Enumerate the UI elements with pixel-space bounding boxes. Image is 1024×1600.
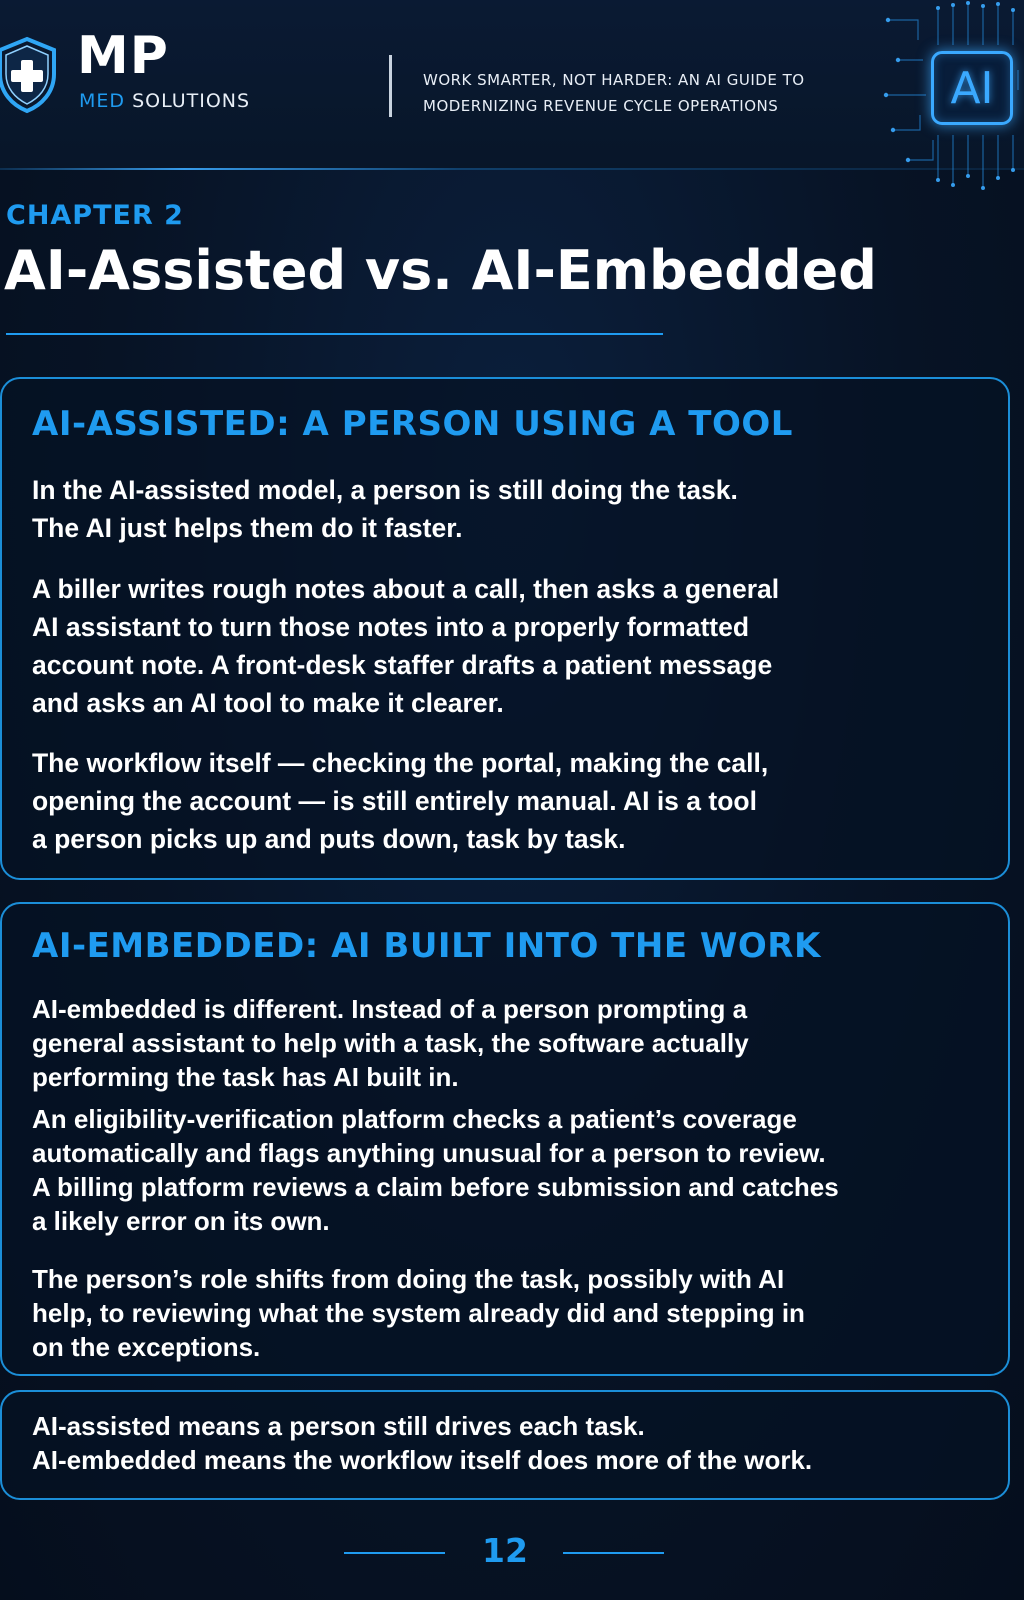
section-paragraph — [32, 744, 992, 858]
section-paragraph — [32, 992, 992, 1094]
paragraph-line: A biller writes rough notes about a call, then asks a general — [32, 574, 780, 604]
page-header — [0, 0, 1024, 170]
guide-title: WORK SMARTER, NOT HARDER: AN AI GUIDE TO MODERNIZING REVENUE CYCLE OPERATIONS — [423, 71, 805, 115]
section-paragraph — [32, 570, 992, 722]
section-heading: AI-ASSISTED: A PERSON USING A TOOL — [32, 404, 793, 444]
paragraph-line: The person’s role shifts from doing the task, possibly with AI — [32, 1264, 785, 1294]
header-glow-rule — [0, 168, 1024, 170]
paragraph-line: account note. A front-desk staffer drafts a patient message — [32, 650, 773, 680]
paragraph-line: AI assistant to turn those notes into a properly formatted — [32, 612, 750, 642]
ai-chip-badge: AI — [931, 51, 1013, 125]
summary-callout — [0, 1390, 1010, 1500]
paragraph-line: The AI just helps them do it faster. — [32, 513, 463, 543]
section-paragraph — [32, 471, 992, 547]
brand-subtitle-accent: MED — [79, 90, 126, 112]
paragraph-line: In the AI-assisted model, a person is still doing the task. — [32, 475, 738, 505]
brand-subtitle-rest: SOLUTIONS — [132, 90, 251, 112]
page-number: 12 — [482, 1531, 528, 1570]
paragraph-line: AI-embedded is different. Instead of a person prompting a — [32, 994, 748, 1024]
paragraph-line: opening the account — is still entirely manual. AI is a tool — [32, 786, 757, 816]
paragraph-line: An eligibility-verification platform checks a patient’s coverage — [32, 1104, 797, 1134]
paragraph-line: a likely error on its own. — [32, 1206, 330, 1236]
summary-text — [32, 1409, 992, 1477]
medical-shield-cross-icon — [0, 36, 58, 114]
brand-subtitle — [79, 92, 250, 111]
section-heading: AI-EMBEDDED: AI BUILT INTO THE WORK — [32, 926, 821, 966]
paragraph-line: A billing platform reviews a claim before submission and catches — [32, 1172, 839, 1202]
section-paragraph — [32, 1262, 992, 1364]
summary-line: AI-embedded means the workflow itself does more of the work. — [32, 1445, 813, 1475]
paragraph-line: on the exceptions. — [32, 1332, 261, 1362]
ai-embedded-section — [0, 902, 1010, 1376]
section-paragraph — [32, 1102, 992, 1238]
chapter-label: CHAPTER 2 — [6, 200, 184, 231]
header-divider — [389, 55, 392, 117]
brand-logo-text: MP — [77, 26, 169, 86]
paragraph-line: performing the task has AI built in. — [32, 1062, 459, 1092]
paragraph-line: general assistant to help with a task, the software actually — [32, 1028, 749, 1058]
ai-assisted-section — [0, 377, 1010, 880]
paragraph-line: and asks an AI tool to make it clearer. — [32, 688, 504, 718]
title-underline — [6, 333, 663, 335]
paragraph-line: The workflow itself — checking the portal, making the call, — [32, 748, 769, 778]
summary-line: AI-assisted means a person still drives each task. — [32, 1411, 645, 1441]
paragraph-line: a person picks up and puts down, task by task. — [32, 824, 626, 854]
paragraph-line: help, to reviewing what the system already did and stepping in — [32, 1298, 805, 1328]
chapter-title: AI-Assisted vs. AI-Embedded — [4, 239, 877, 302]
paragraph-line: automatically and flags anything unusual for a person to review. — [32, 1138, 826, 1168]
page-number-rule-left — [344, 1552, 445, 1554]
page-number-rule-right — [563, 1552, 664, 1554]
